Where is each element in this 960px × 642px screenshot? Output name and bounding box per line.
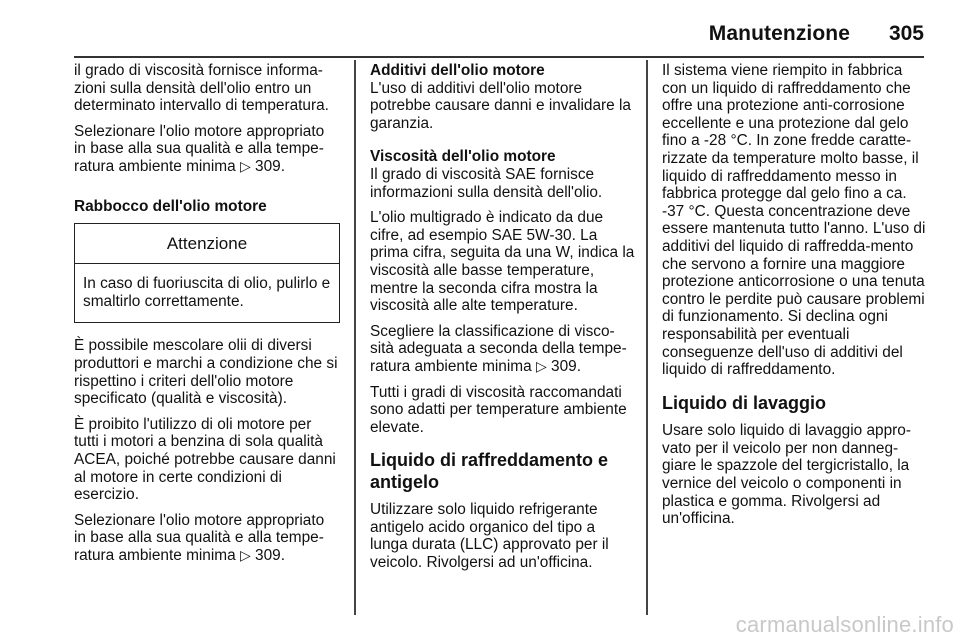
paragraph: Usare solo liquido di lavaggio appro-vato per il veicolo per non danneg-giare le spazzole del tergicristallo, la vernice del veicolo o componenti in plastica e gomma. Rivolgersi ad un'officina. — [662, 422, 911, 528]
attention-body: In caso di fuoriuscita di olio, pulirlo e smaltirlo correttamente. — [83, 275, 331, 310]
page-reference[interactable]: 309. — [255, 157, 285, 175]
watermark: carmanualsonline.info — [735, 612, 954, 637]
paragraph: Il grado di viscosità SAE fornisce informazioni sulla densità dell'olio. — [370, 165, 603, 201]
paragraph: L'uso di additivi dell'olio motore potrebbe causare danni e invalidare la garanzia. — [370, 79, 631, 132]
column-1 — [74, 62, 340, 572]
subheading: Additivi dell'olio motore — [370, 62, 545, 79]
paragraph: Il sistema viene riempito in fabbrica con un liquido di raffreddamento che offre una protezione anti-corrosione eccellente e una protezione dal gelo fino a -28 °C. In zone fredde caratte-rizzate da temperature molto basse, il liquido di raffreddamento messo in fabbrica protegge dal gelo fino a ca. -37 °C. Questa concentrazione deve essere mantenuta tutto l'anno. L'uso di additivi del liquido di raffredda-mento che servono a fornire una maggiore protezione anticorrosione o una tenuta contro le perdite può causare problemi di funzionamento. Si declina ogni responsabilità per eventuali conseguenze dell'uso di additivi del liquido di raffreddamento. — [662, 62, 926, 379]
cross-reference-icon: ▷ — [239, 157, 251, 174]
cross-reference-icon: ▷ — [535, 357, 547, 374]
paragraph: Utilizzare solo liquido refrigerante antigelo acido organico del tipo a lunga durata (LLC) approvato per il veicolo. Rivolgersi ad un'officina. — [370, 501, 609, 572]
page-number: 305 — [888, 22, 924, 45]
section-heading: Liquido di raffreddamento e antigelo — [370, 450, 609, 492]
page-reference[interactable]: 309. — [551, 357, 581, 375]
paragraph: È proibito l'utilizzo di oli motore per tutti i motori a benzina di sola qualità ACEA, poiché potrebbe causare danni al motore in certe condizioni di esercizio. — [74, 415, 336, 504]
page-reference[interactable]: 309. — [255, 546, 285, 564]
section-title: Manutenzione — [708, 22, 850, 45]
paragraph: Selezionare l'olio motore appropriato in base alla sua qualità e alla tempe-ratura ambiente minima ▷ 309. — [74, 122, 325, 175]
subheading: Rabbocco dell'olio motore — [74, 197, 267, 215]
subheading: Viscosità dell'olio motore — [370, 148, 556, 166]
attention-title: Attenzione — [75, 224, 339, 264]
column-divider — [354, 60, 356, 615]
column-divider — [646, 60, 648, 615]
paragraph: L'olio multigrado è indicato da due cifre, ad esempio SAE 5W-30. La prima cifra, seguita da una W, indica la viscosità alle basse temperature, mentre la seconda cifra mostra la viscosità alle alte temperature. — [370, 209, 635, 315]
paragraph: È possibile mescolare olii di diversi produttori e marchi a condizione che si rispettino i criteri dell'olio motore specificato (qualità e viscosità). — [74, 337, 338, 408]
page-header — [0, 0, 960, 56]
column-3 — [662, 62, 928, 536]
attention-box — [74, 223, 340, 323]
paragraph: Scegliere la classificazione di visco-sità adeguata a seconda della tempe-ratura ambiente minima ▷ 309. — [370, 322, 627, 375]
paragraph: Selezionare l'olio motore appropriato in base alla sua qualità e alla tempe-ratura ambiente minima ▷ 309. — [74, 511, 325, 564]
section-heading: Liquido di lavaggio — [662, 392, 826, 413]
cross-reference-icon: ▷ — [239, 546, 251, 563]
paragraph: Tutti i gradi di viscosità raccomandati sono adatti per temperature ambiente elevate. — [370, 383, 627, 436]
column-2 — [370, 62, 636, 580]
paragraph: il grado di viscosità fornisce informa-zioni sulla densità dell'olio entro un determinato intervallo di temperatura. — [74, 62, 329, 115]
header-rule — [74, 56, 924, 58]
